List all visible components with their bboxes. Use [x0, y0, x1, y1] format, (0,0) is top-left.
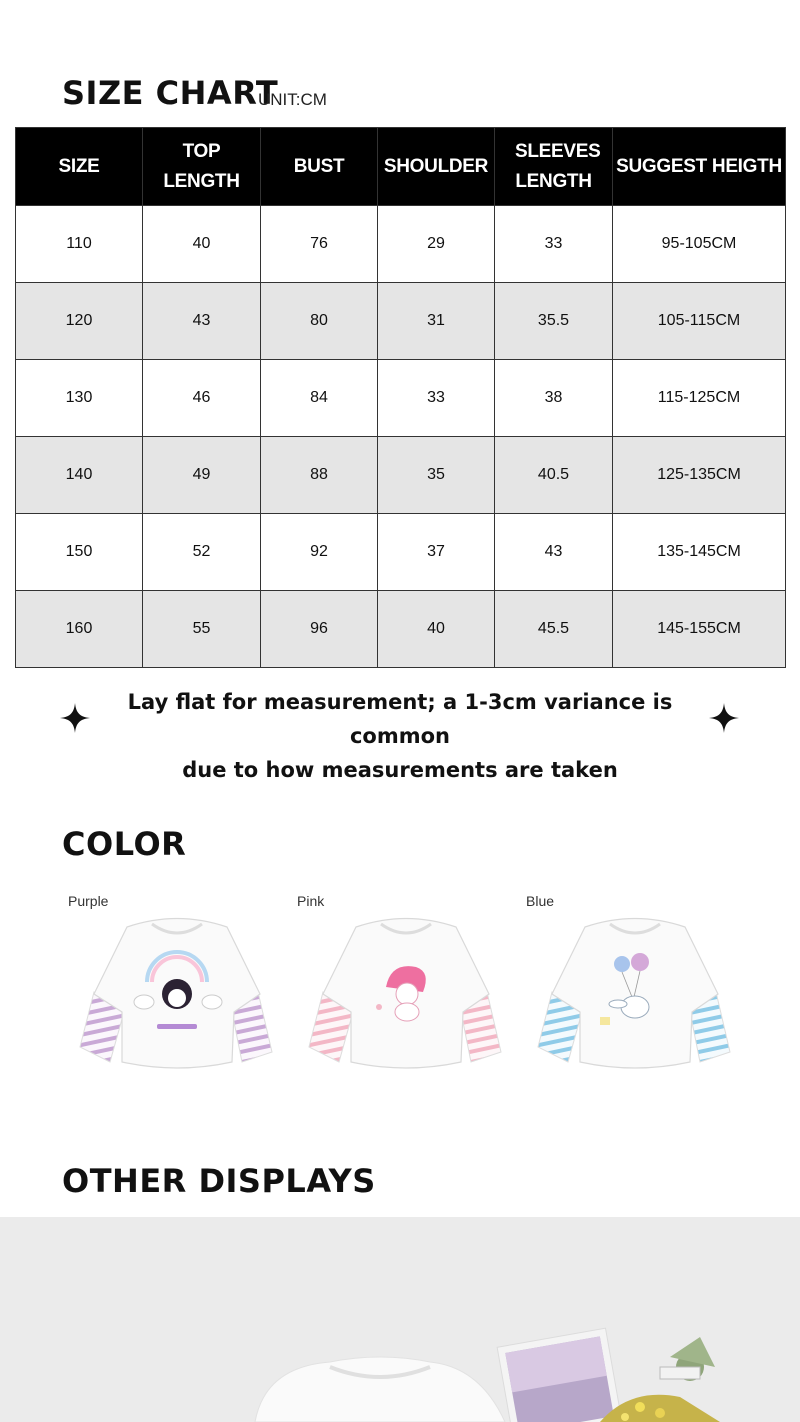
cell-size: 140	[16, 437, 143, 514]
color-label: Blue	[526, 893, 555, 909]
cell-top-length: 49	[143, 437, 261, 514]
cell-shoulder: 33	[378, 360, 495, 437]
table-row	[16, 591, 786, 668]
cell-bust: 84	[261, 360, 378, 437]
cell-size: 150	[16, 514, 143, 591]
cell-shoulder: 35	[378, 437, 495, 514]
color-option-purple[interactable]	[62, 890, 282, 1080]
cell-size: 110	[16, 206, 143, 283]
size-chart-unit: UNIT:CM	[258, 90, 327, 109]
cell-size: 130	[16, 360, 143, 437]
display-photo-image	[0, 1217, 800, 1422]
header-sleeves-length: SLEEVES LENGTH	[495, 128, 613, 206]
cell-sleeves-length: 35.5	[495, 283, 613, 360]
color-option-blue[interactable]	[520, 890, 740, 1080]
header-size: SIZE	[16, 128, 143, 206]
cell-top-length: 40	[143, 206, 261, 283]
measurement-note-line: Lay flat for measurement; a 1-3cm variance is common	[127, 690, 673, 748]
table-row	[16, 206, 786, 283]
cell-sleeves-length: 38	[495, 360, 613, 437]
pink-sweatshirt-image	[301, 912, 511, 1077]
table-row	[16, 283, 786, 360]
header-top-length: TOP LENGTH	[143, 128, 261, 206]
cell-suggest-height: 115-125CM	[613, 360, 786, 437]
purple-sweatshirt-image	[72, 912, 282, 1077]
cell-bust: 96	[261, 591, 378, 668]
cell-sleeves-length: 45.5	[495, 591, 613, 668]
sparkle-icon	[60, 703, 90, 733]
cell-bust: 80	[261, 283, 378, 360]
header-shoulder: SHOULDER	[378, 128, 495, 206]
cell-bust: 92	[261, 514, 378, 591]
sparkle-icon	[709, 703, 739, 733]
color-label: Pink	[297, 893, 325, 909]
table-row	[16, 514, 786, 591]
cell-suggest-height: 135-145CM	[613, 514, 786, 591]
cell-top-length: 55	[143, 591, 261, 668]
product-display-photo	[0, 1217, 800, 1422]
color-option-pink[interactable]	[291, 890, 511, 1080]
measurement-note	[100, 685, 700, 787]
cell-size: 160	[16, 591, 143, 668]
table-row	[16, 437, 786, 514]
cell-shoulder: 40	[378, 591, 495, 668]
table-row	[16, 360, 786, 437]
other-displays-title: OTHER DISPLAYS	[62, 1162, 376, 1200]
cell-bust: 88	[261, 437, 378, 514]
cell-size: 120	[16, 283, 143, 360]
measurement-note-line: due to how measurements are taken	[182, 758, 618, 782]
cell-sleeves-length: 33	[495, 206, 613, 283]
cell-sleeves-length: 43	[495, 514, 613, 591]
table-header-row	[16, 128, 786, 206]
cell-bust: 76	[261, 206, 378, 283]
color-label: Purple	[68, 893, 109, 909]
cell-top-length: 43	[143, 283, 261, 360]
cell-suggest-height: 145-155CM	[613, 591, 786, 668]
color-section-title: COLOR	[62, 825, 187, 863]
size-table	[15, 127, 786, 668]
cell-top-length: 52	[143, 514, 261, 591]
cell-suggest-height: 125-135CM	[613, 437, 786, 514]
header-suggest-height: SUGGEST HEIGTH	[613, 128, 786, 206]
cell-suggest-height: 105-115CM	[613, 283, 786, 360]
size-chart-title: SIZE CHART	[62, 74, 279, 112]
cell-top-length: 46	[143, 360, 261, 437]
blue-sweatshirt-image	[530, 912, 740, 1077]
header-bust: BUST	[261, 128, 378, 206]
cell-suggest-height: 95-105CM	[613, 206, 786, 283]
cell-shoulder: 37	[378, 514, 495, 591]
cell-shoulder: 29	[378, 206, 495, 283]
cell-shoulder: 31	[378, 283, 495, 360]
cell-sleeves-length: 40.5	[495, 437, 613, 514]
